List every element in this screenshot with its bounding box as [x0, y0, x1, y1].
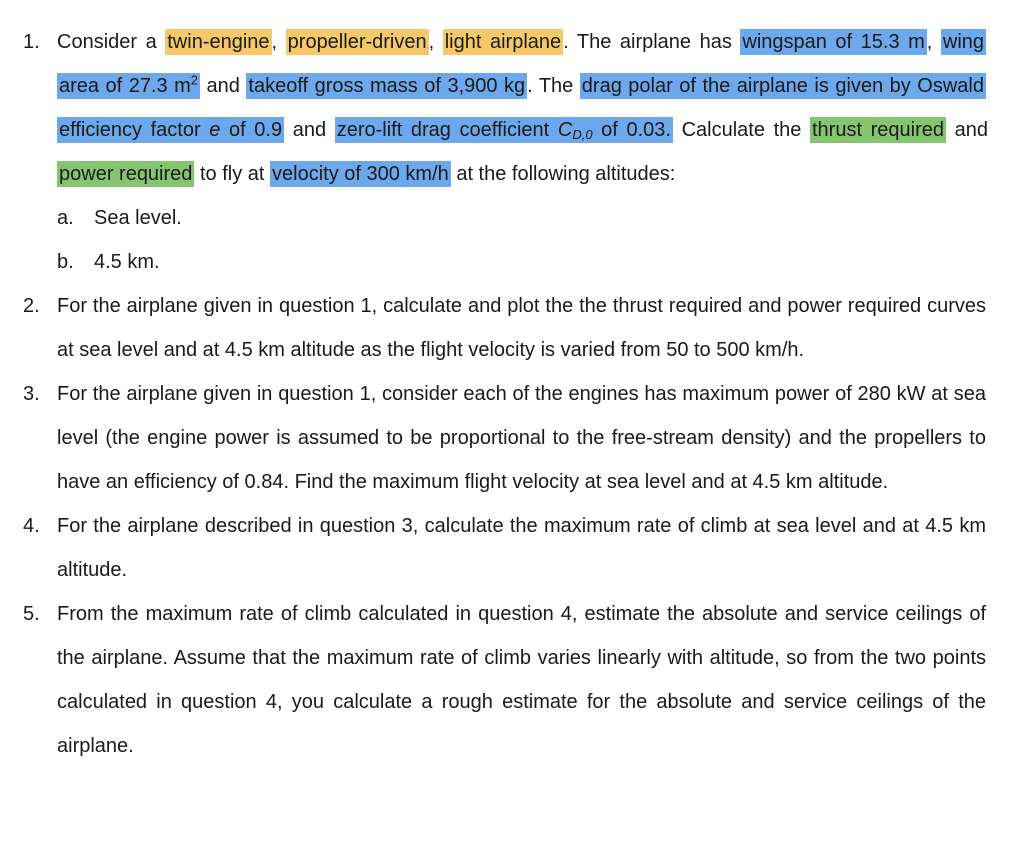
question-text: to fly at	[194, 163, 271, 185]
question-number: 5.	[23, 603, 40, 625]
question-number: 2.	[23, 295, 40, 317]
highlight-wingspan: wingspan of 15.3 m	[742, 31, 925, 53]
question-text: ,	[926, 31, 941, 53]
sub-item-letter: a.	[57, 207, 74, 229]
question-4	[0, 504, 1020, 592]
question-5	[0, 592, 1020, 768]
document	[0, 20, 1020, 768]
highlight-propeller-driven: propeller-driven	[287, 31, 427, 53]
sub-item-b	[0, 240, 1020, 284]
sub-item-letter: b.	[57, 251, 74, 273]
question-number: 3.	[23, 383, 40, 405]
question-text: and	[946, 119, 988, 141]
highlight-thrust-required: thrust required	[811, 119, 944, 141]
question-text: . The airplane has	[563, 31, 741, 53]
oswald-symbol: e	[209, 119, 221, 141]
question-2	[0, 284, 1020, 372]
highlight-twin-engine: twin-engine	[167, 31, 270, 53]
cd-symbol: C	[557, 119, 573, 141]
question-text: and	[200, 75, 247, 97]
sub-item-text: 4.5 km.	[94, 251, 160, 273]
drag-polar-value: of 0.9	[220, 119, 283, 141]
question-text: Consider a	[57, 31, 166, 53]
question-text: For the airplane described in question 3, calculate the maximum rate of climb at sea level and at 4.5 km altitude.	[57, 515, 986, 581]
question-text: . The	[527, 75, 580, 97]
wing-area-text: wing area of 27.3 m	[59, 31, 985, 97]
question-text: ,	[271, 31, 286, 53]
question-text: For the airplane given in question 1, calculate and plot the the thrust required and power required curves at sea level and at 4.5 km altitude as the flight velocity is varied from 50 to 500 km/h.	[57, 295, 986, 361]
question-text: From the maximum rate of climb calculated in question 4, estimate the absolute and service ceilings of the airplane. Assume that the maximum rate of climb varies linearly with altitude, so from the two points calculated in question 4, you calculate a rough estimate for the absolute and service ceilings of the airplane.	[57, 603, 986, 757]
question-1	[0, 20, 1020, 196]
highlight-takeoff-mass: takeoff gross mass of 3,900 kg	[248, 75, 526, 97]
highlight-light-airplane: light airplane	[444, 31, 562, 53]
sub-item-text: Sea level.	[94, 207, 182, 229]
highlight-zero-lift-drag	[335, 117, 673, 143]
highlight-power-required: power required	[59, 163, 193, 185]
question-text: at the following altitudes:	[450, 163, 676, 185]
zero-lift-text: zero-lift drag coefficient	[336, 119, 558, 141]
drag-polar-text: drag polar of the airplane is given by Oswald efficiency factor	[59, 75, 984, 141]
sub-item-a	[0, 196, 1020, 240]
highlight-velocity: velocity of 300 km/h	[272, 163, 449, 185]
zero-lift-value: of 0.03.	[592, 119, 671, 141]
question-text: For the airplane given in question 1, consider each of the engines has maximum power of 280 kW at sea level (the engine power is assumed to be proportional to the free-stream density) and the propellers to have an efficiency of 0.84. Find the maximum flight velocity at sea level and at 4.5 km altitude.	[57, 383, 986, 493]
question-number: 1.	[23, 31, 40, 53]
question-number: 4.	[23, 515, 40, 537]
cd-subscript: D,0	[572, 127, 593, 142]
question-text: and	[284, 119, 335, 141]
squared-superscript: 2	[190, 72, 199, 88]
question-3	[0, 372, 1020, 504]
question-text: Calculate the	[672, 119, 810, 141]
question-text: ,	[428, 31, 443, 53]
